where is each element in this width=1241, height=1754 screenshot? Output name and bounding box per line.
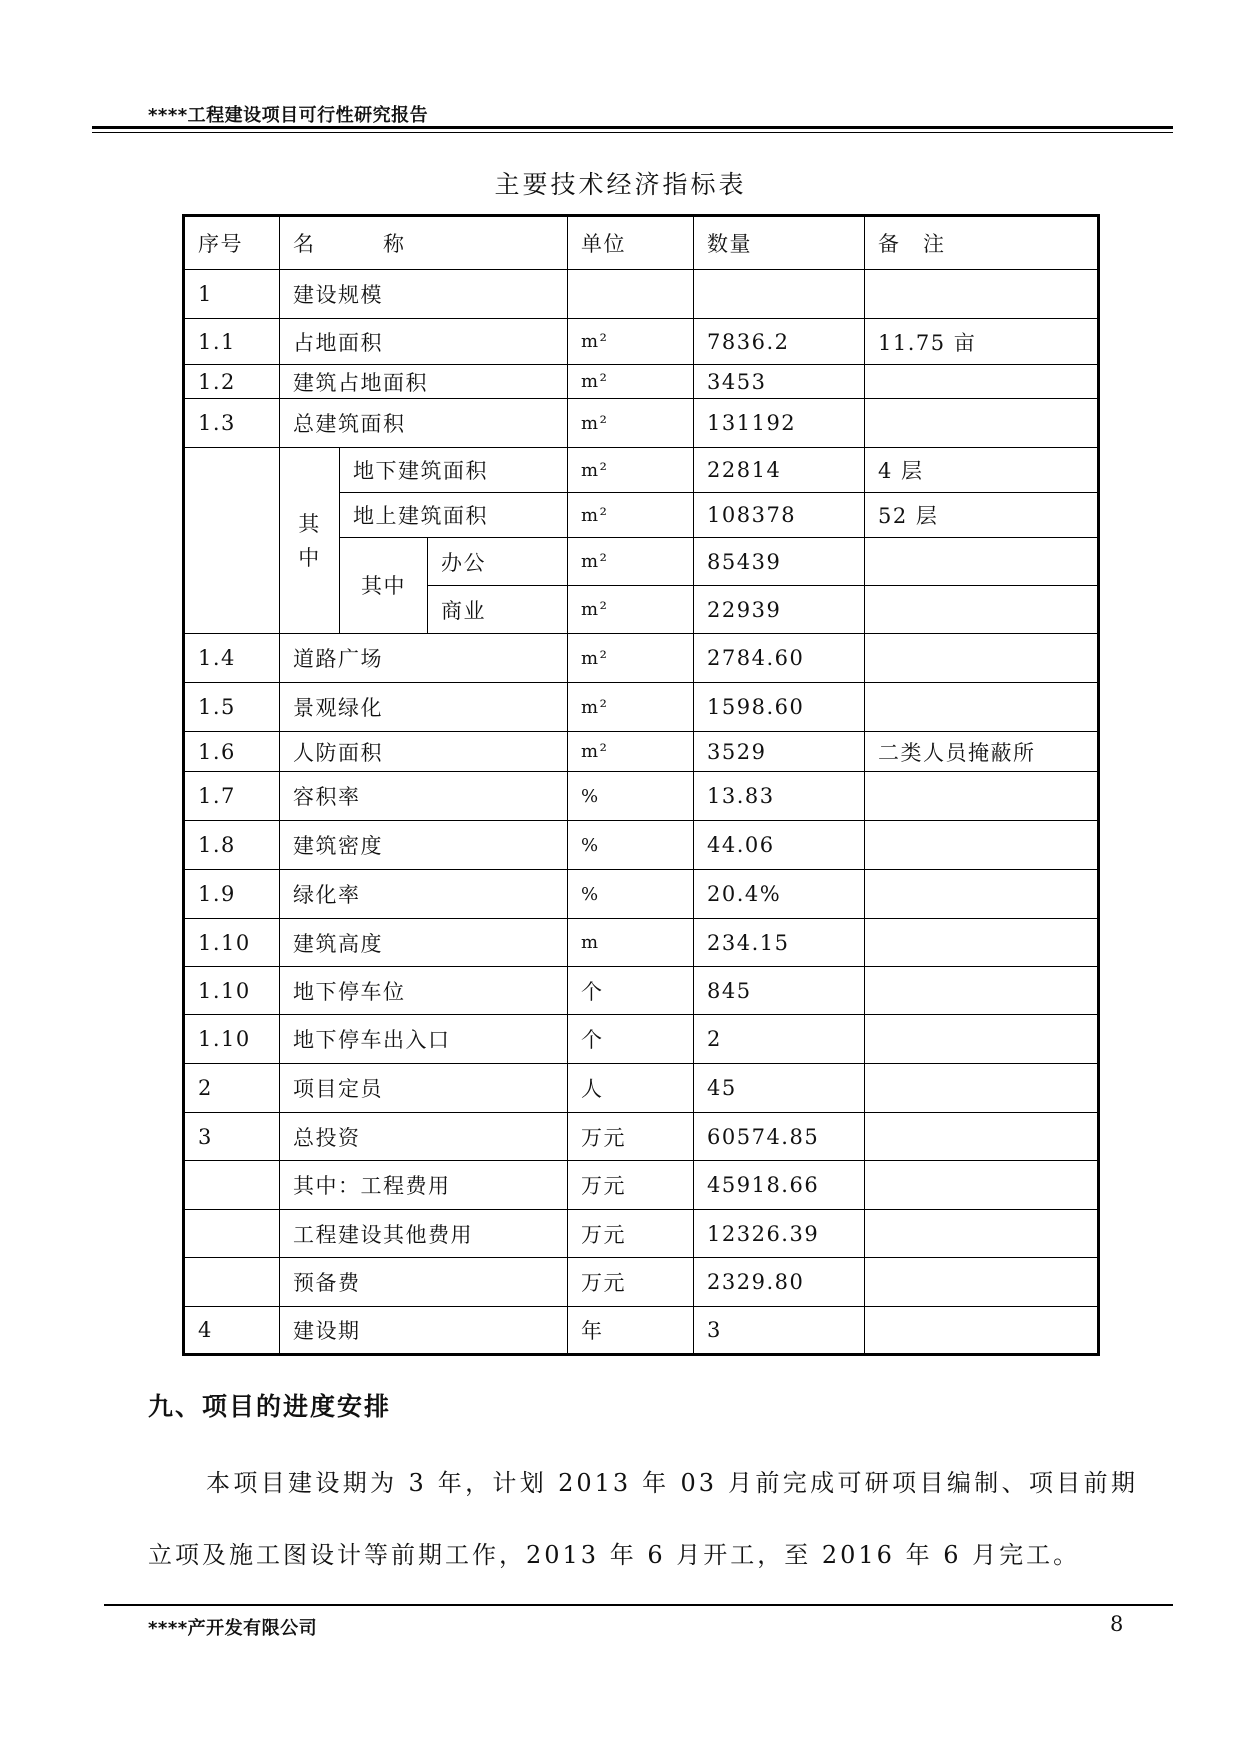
table-row: 其中 办公 m² 85439 [184,538,1099,586]
table-row: 1.1 占地面积 m² 7836.2 11.75 亩 [184,319,1099,365]
table-row: 地上建筑面积 m² 108378 52 层 [184,493,1099,538]
table-row: 1.9 绿化率 % 20.4% [184,870,1099,919]
indicators-table [182,214,1100,1356]
table-row: 1.8 建筑密度 % 44.06 [184,821,1099,870]
header-rule-thin [92,132,1173,133]
page-number: 8 [1110,1612,1124,1636]
table-row: 2 项目定员 人 45 [184,1064,1099,1113]
sub-breakdown-label: 其 中 [280,448,340,634]
section-heading: 九、项目的进度安排 [148,1392,392,1421]
table-row: 其 中 地下建筑面积 m² 22814 4 层 [184,448,1099,493]
table-row: 4 建设期 年 3 [184,1307,1099,1355]
table-row: 1.10 建筑高度 m 234.15 [184,919,1099,967]
table-row: 商业 m² 22939 [184,586,1099,634]
schedule-paragraph: 本项目建设期为 3 年，计划 2013 年 03 月前完成可研项目编制、项目前期立项及施工图设计等前期工作，2013 年 6 月开工，至 2016 年 6 月完工。 [148,1469,1138,1569]
table-row: 3 总投资 万元 60574.85 [184,1113,1099,1161]
table-row: 工程建设其他费用 万元 12326.39 [184,1210,1099,1258]
table-row: 1 建设规模 [184,270,1099,319]
table-row: 1.3 总建筑面积 m² 131192 [184,399,1099,448]
header-name: 名 称 [280,216,568,270]
header-rule-thick [92,126,1173,129]
table-title: 主要技术经济指标表 [494,170,747,199]
table-row: 1.5 景观绿化 m² 1598.60 [184,683,1099,732]
table-row: 1.7 容积率 % 13.83 [184,772,1099,821]
inner-breakdown-label: 其中 [340,538,428,634]
header-index: 序号 [184,216,280,270]
table-row: 其中：工程费用 万元 45918.66 [184,1161,1099,1210]
table-row: 1.4 道路广场 m² 2784.60 [184,634,1099,683]
table-header-row [184,216,1099,270]
table-row: 1.10 地下停车出入口 个 2 [184,1015,1099,1064]
header-quantity: 数量 [694,216,865,270]
table-row: 1.10 地下停车位 个 845 [184,967,1099,1015]
footer-company: ****产开发有限公司 [148,1618,318,1639]
table-row: 预备费 万元 2329.80 [184,1258,1099,1307]
report-header-title: ****工程建设项目可行性研究报告 [148,105,429,126]
header-remark: 备 注 [865,216,1099,270]
table-row: 1.2 建筑占地面积 m² 3453 [184,365,1099,399]
header-unit: 单位 [568,216,694,270]
footer-rule [104,1604,1173,1606]
table-row: 1.6 人防面积 m² 3529 二类人员掩蔽所 [184,732,1099,772]
